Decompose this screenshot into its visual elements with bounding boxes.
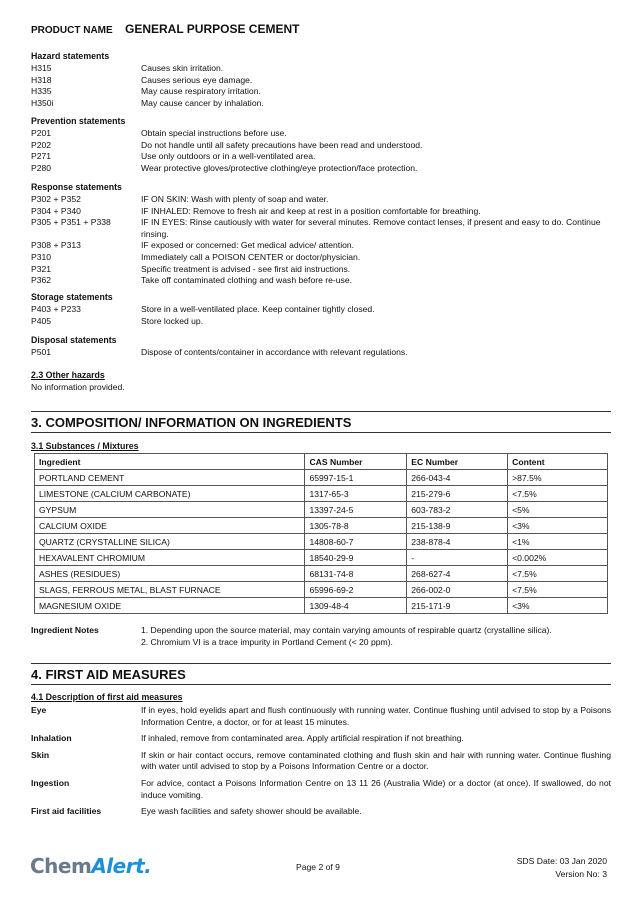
statement-row <box>31 128 611 140</box>
table-row <box>35 470 608 486</box>
statement-code: P310 <box>31 251 52 262</box>
statement-row <box>31 316 611 328</box>
statement-code: H315 <box>31 63 52 73</box>
first-aid-label: Eye <box>31 705 47 715</box>
statement-text: Causes skin irritation. <box>141 63 224 73</box>
statement-code: P362 <box>31 275 52 286</box>
statement-text: Specific treatment is advised - see first aid instructions. <box>141 263 351 274</box>
statement-text: Store locked up. <box>141 315 204 326</box>
cell-ingredient: SLAGS, FERROUS METAL, BLAST FURNACE <box>35 582 305 598</box>
footer-meta <box>517 855 607 881</box>
table-row <box>35 566 608 582</box>
statement-code: P405 <box>31 315 52 326</box>
statement-row <box>31 304 611 316</box>
cell-content: <7.5% <box>508 486 608 502</box>
statement-text: Use only outdoors or in a well-ventilated area. <box>141 151 316 162</box>
ingredients-table <box>34 453 608 614</box>
statement-text: Dispose of contents/container in accordance with relevant regulations. <box>141 347 408 357</box>
cell-content: <3% <box>508 598 608 614</box>
cell-ingredient: LIMESTONE (CALCIUM CARBONATE) <box>35 486 305 502</box>
cell-ingredient: GYPSUM <box>35 502 305 518</box>
cell-content: <3% <box>508 518 608 534</box>
table-row <box>35 486 608 502</box>
response-statements <box>31 182 611 287</box>
cell-cas: 65996-69-2 <box>305 582 407 598</box>
cell-ec: 268-627-4 <box>407 566 508 582</box>
statement-code: P202 <box>31 139 52 150</box>
table-row <box>35 598 608 614</box>
statement-row <box>31 347 611 359</box>
statement-row <box>31 86 611 98</box>
first-aid-block <box>31 692 611 823</box>
statement-text: Wear protective gloves/protective clothing/eye protection/face protection. <box>141 162 418 173</box>
ingredients-table-wrap <box>34 453 614 614</box>
first-aid-text: If skin or hair contact occurs, remove contaminated clothing and flush skin and hair with running water. Continue flushing with water until advised to stop by a Poisons Information Centre or a doctor. <box>141 749 611 772</box>
disposal-statements <box>31 335 611 359</box>
statement-code: P501 <box>31 347 52 357</box>
statement-row <box>31 275 611 287</box>
statement-text: Immediately call a POISON CENTER or doctor/physician. <box>141 251 361 262</box>
statement-row <box>31 151 611 163</box>
statement-row <box>31 163 611 175</box>
col-header-content: Content <box>508 454 608 470</box>
hazard-statements-title: Hazard statements <box>31 51 110 61</box>
other-hazards-title: 2.3 Other hazards <box>31 370 105 380</box>
statement-code: P321 <box>31 263 52 274</box>
statement-text: Take off contaminated clothing and wash before re-use. <box>141 275 352 286</box>
first-aid-label: Skin <box>31 749 50 760</box>
table-row <box>35 518 608 534</box>
cell-content: <5% <box>508 502 608 518</box>
table-row <box>35 502 608 518</box>
cell-content: <7.5% <box>508 582 608 598</box>
statement-row <box>31 240 611 252</box>
first-aid-text: If in eyes, hold eyelids apart and flush continuously with running water. Continue flushing until advised to stop by a Poisons Information Centre, a doctor, or for at least 15 minutes. <box>141 705 611 727</box>
statement-text: IF ON SKIN: Wash with plenty of soap and water. <box>141 194 329 204</box>
table-row <box>35 534 608 550</box>
other-hazards <box>31 370 611 392</box>
cell-content: <1% <box>508 534 608 550</box>
table-row <box>35 582 608 598</box>
cell-content: <7.5% <box>508 566 608 582</box>
substances-block <box>31 441 611 451</box>
cell-cas: 1309-48-4 <box>305 598 407 614</box>
statement-code: P271 <box>31 151 52 162</box>
ingredient-note: 1. Depending upon the source material, may contain varying amounts of respirable quartz (crystalline silica). <box>141 625 552 635</box>
first-aid-text: For advice, contact a Poisons Information Centre on 13 11 26 (Australia Wide) or a doctor (at once). If swallowed, do not induce vomiting. <box>141 777 611 800</box>
statement-row <box>31 75 611 87</box>
statement-code: P201 <box>31 128 52 138</box>
cell-cas: 68131-74-8 <box>305 566 407 582</box>
page-number: Page 2 of 9 <box>296 862 340 872</box>
disposal-statements-title: Disposal statements <box>31 335 117 345</box>
statement-code: P308 + P313 <box>31 240 81 251</box>
first-aid-label: Inhalation <box>31 733 72 744</box>
statement-code: P302 + P352 <box>31 194 81 204</box>
first-aid-text: Eye wash facilities and safety shower should be available. <box>141 806 362 817</box>
statement-text: IF exposed or concerned: Get medical advice/ attention. <box>141 240 355 251</box>
first-aid-subtitle: 4.1 Description of first aid measures <box>31 692 183 702</box>
col-header-ingredient: Ingredient <box>35 454 305 470</box>
first-aid-row <box>31 733 611 745</box>
product-name-value: GENERAL PURPOSE CEMENT <box>125 22 300 36</box>
cell-cas: 65997-15-1 <box>305 470 407 486</box>
statement-code: H350i <box>31 97 54 108</box>
first-aid-row <box>31 705 611 728</box>
cell-ingredient: PORTLAND CEMENT <box>35 470 305 486</box>
prevention-statements-title: Prevention statements <box>31 116 126 126</box>
product-name-label: PRODUCT NAME <box>31 25 113 36</box>
section-3-header <box>31 411 611 433</box>
cell-content: <0.002% <box>508 550 608 566</box>
statement-text: Store in a well-ventilated place. Keep container tightly closed. <box>141 304 375 314</box>
statement-row <box>31 252 611 264</box>
cell-content: >87.5% <box>508 470 608 486</box>
statement-code: H318 <box>31 74 52 85</box>
cell-ec: 266-002-0 <box>407 582 508 598</box>
product-name-line <box>31 22 299 36</box>
section-3-title: 3. COMPOSITION/ INFORMATION ON INGREDIENTS <box>31 415 352 430</box>
sds-date: SDS Date: 03 Jan 2020 <box>516 856 607 866</box>
substances-title: 3.1 Substances / Mixtures <box>31 441 139 451</box>
statement-code: P403 + P233 <box>31 304 81 314</box>
statement-row <box>31 140 611 152</box>
statement-text: May cause respiratory irritation. <box>141 86 261 97</box>
first-aid-label: Ingestion <box>31 777 70 788</box>
ingredient-notes-label: Ingredient Notes <box>31 625 99 635</box>
logo-text-alert: Alert. <box>91 854 152 878</box>
statement-text: Causes serious eye damage. <box>141 74 253 85</box>
section-4-title: 4. FIRST AID MEASURES <box>31 667 186 682</box>
cell-ec: - <box>407 550 508 566</box>
ingredient-note: 2. Chromium VI is a trace impurity in Portland Cement (< 20 ppm). <box>141 636 393 647</box>
col-header-ec: EC Number <box>407 454 508 470</box>
prevention-statements <box>31 116 611 174</box>
statement-row <box>31 264 611 276</box>
cell-ec: 238-878-4 <box>407 534 508 550</box>
cell-ec: 215-138-9 <box>407 518 508 534</box>
first-aid-label: First aid facilities <box>31 806 102 817</box>
hazard-statements <box>31 51 611 109</box>
first-aid-text: If inhaled, remove from contaminated area. Apply artificial respiration if not breathing. <box>141 733 464 744</box>
logo-text-chem: Chem <box>30 854 92 878</box>
statement-code: P305 + P351 + P338 <box>31 217 111 228</box>
cell-cas: 1317-65-3 <box>305 486 407 502</box>
statement-row <box>31 194 611 206</box>
first-aid-row <box>31 750 611 773</box>
response-statements-title: Response statements <box>31 182 122 192</box>
table-header-row <box>35 454 608 470</box>
statement-text: IF IN EYES: Rinse cautiously with water for several minutes. Remove contact lenses, if present and easy to do. Continue rinsing. <box>141 217 601 239</box>
cell-cas: 1305-78-8 <box>305 518 407 534</box>
first-aid-row <box>31 806 611 818</box>
cell-ingredient: ASHES (RESIDUES) <box>35 566 305 582</box>
section-4-header <box>31 663 611 685</box>
cell-ec: 266-043-4 <box>407 470 508 486</box>
col-header-cas: CAS Number <box>305 454 407 470</box>
cell-ingredient: HEXAVALENT CHROMIUM <box>35 550 305 566</box>
statement-code: P280 <box>31 162 52 173</box>
storage-statements <box>31 292 611 327</box>
cell-ec: 603-783-2 <box>407 502 508 518</box>
table-row <box>35 550 608 566</box>
cell-ec: 215-171-9 <box>407 598 508 614</box>
statement-code: H335 <box>31 86 52 97</box>
other-hazards-text: No information provided. <box>31 382 125 392</box>
first-aid-row <box>31 778 611 801</box>
cell-cas: 14808-60-7 <box>305 534 407 550</box>
statement-row <box>31 217 611 240</box>
statement-row <box>31 206 611 218</box>
cell-ec: 215-279-6 <box>407 486 508 502</box>
ingredient-notes <box>31 625 611 648</box>
statement-text: Obtain special instructions before use. <box>141 128 287 138</box>
chemalert-logo <box>30 854 151 878</box>
statement-row <box>31 98 611 110</box>
statement-row <box>31 63 611 75</box>
statement-text: Do not handle until all safety precautions have been read and understood. <box>141 139 423 150</box>
storage-statements-title: Storage statements <box>31 292 113 302</box>
statement-text: May cause cancer by inhalation. <box>141 97 264 108</box>
version-number: Version No: 3 <box>555 869 607 879</box>
cell-ingredient: CALCIUM OXIDE <box>35 518 305 534</box>
statement-code: P304 + P340 <box>31 205 81 216</box>
cell-cas: 18540-29-9 <box>305 550 407 566</box>
cell-ingredient: MAGNESIUM OXIDE <box>35 598 305 614</box>
statement-text: IF INHALED: Remove to fresh air and keep at rest in a position comfortable for breathing. <box>141 205 481 216</box>
cell-cas: 13397-24-5 <box>305 502 407 518</box>
cell-ingredient: QUARTZ (CRYSTALLINE SILICA) <box>35 534 305 550</box>
